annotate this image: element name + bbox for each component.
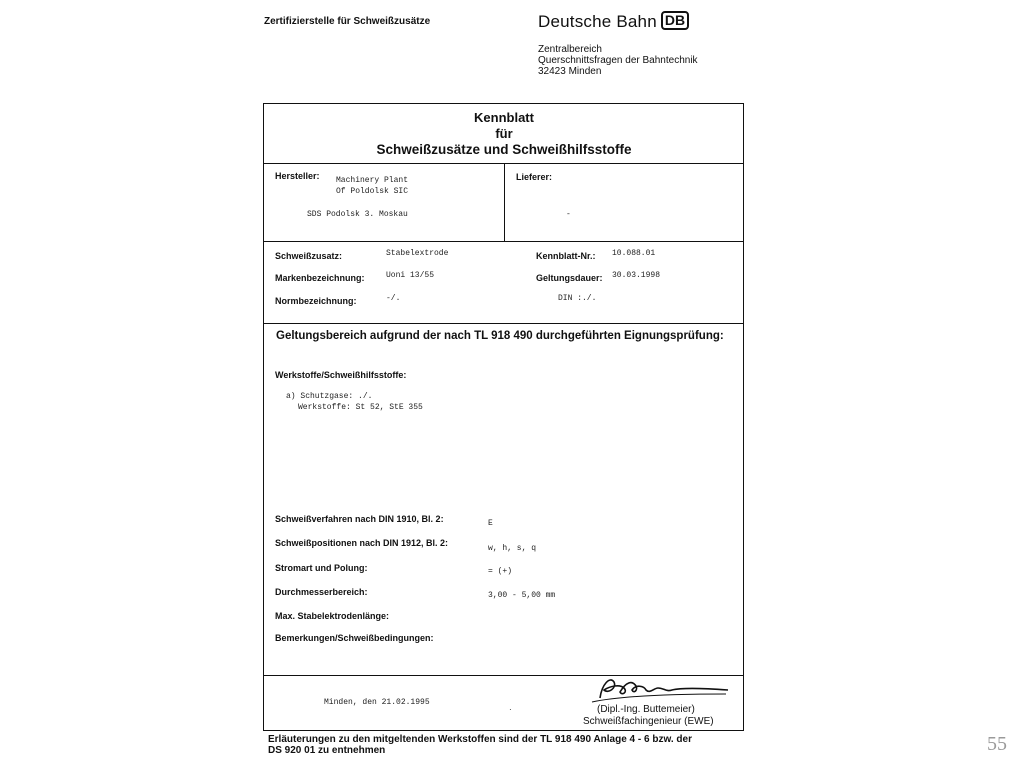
laenge-label: Max. Stabelektrodenlänge: — [275, 611, 390, 621]
materials-label: Werkstoffe/Schweißhilfsstoffe: — [275, 370, 407, 380]
schweisszusatz-label: Schweißzusatz: — [275, 251, 343, 261]
materials-line: Werkstoffe: St 52, StE 355 — [298, 403, 423, 412]
dot-mark: · — [509, 705, 512, 714]
verfahren-label: Schweißverfahren nach DIN 1910, Bl. 2: — [275, 514, 444, 524]
materials-value — [286, 391, 423, 413]
db-logo: DB — [661, 11, 689, 30]
brand-name: Deutsche Bahn — [538, 12, 657, 31]
hersteller-line: Of Poldolsk SIC — [336, 187, 409, 196]
kennblatt-label: Kennblatt-Nr.: — [536, 251, 596, 261]
signer-role: Schweißfachingenieur (EWE) — [583, 716, 714, 727]
durchmesser-label: Durchmesserbereich: — [275, 587, 368, 597]
address-block — [538, 44, 698, 77]
footer-note-line: DS 920 01 zu entnehmen — [268, 745, 386, 756]
durchmesser-value: 3,00 - 5,00 mm — [488, 591, 556, 600]
stromart-label: Stromart und Polung: — [275, 563, 368, 573]
scope-heading: Geltungsbereich aufgrund der nach TL 918 490 durchgeführten Eignungsprüfung: — [276, 330, 724, 342]
divider — [263, 241, 744, 242]
marken-label: Markenbezeichnung: — [275, 273, 365, 283]
hersteller-address: SDS Podolsk 3. Moskau — [307, 210, 408, 219]
lieferer-value: - — [566, 210, 571, 219]
title-line: Schweißzusätze und Schweißhilfsstoffe — [376, 142, 632, 157]
din-value: DIN :./. — [558, 294, 597, 303]
divider — [504, 163, 505, 241]
kennblatt-value: 10.088.01 — [612, 249, 656, 258]
brand-block — [538, 11, 689, 32]
slide-number: 55 — [987, 733, 1007, 755]
hersteller-line: Machinery Plant — [336, 176, 409, 185]
hersteller-label: Hersteller: — [275, 171, 320, 181]
positionen-value: w, h, s, q — [488, 544, 537, 553]
verfahren-value: E — [488, 519, 493, 528]
address-line: Querschnittsfragen der Bahntechnik — [538, 55, 698, 66]
positionen-label: Schweißpositionen nach DIN 1912, Bl. 2: — [275, 538, 449, 548]
stromart-value: = (+) — [488, 567, 513, 576]
divider — [263, 323, 744, 324]
footer-note — [268, 734, 692, 756]
geltungsdauer-value: 30.03.1998 — [612, 271, 661, 280]
signature-scribble — [580, 672, 730, 708]
bemerkungen-label: Bemerkungen/Schweißbedingungen: — [275, 633, 434, 643]
signer-name: (Dipl.-Ing. Buttemeier) — [597, 704, 695, 715]
address-line: Zentralbereich — [538, 44, 602, 55]
materials-line: a) Schutzgase: ./. — [286, 392, 373, 401]
schweisszusatz-value: Stabelextrode — [386, 249, 449, 258]
geltungsdauer-label: Geltungsdauer: — [536, 273, 603, 283]
lieferer-label: Lieferer: — [516, 172, 553, 182]
norm-label: Normbezeichnung: — [275, 296, 357, 306]
form-title — [264, 110, 744, 158]
title-line: für — [495, 126, 513, 141]
footer-note-line: Erläuterungen zu den mitgeltenden Werkstoffen sind der TL 918 490 Anlage 4 - 6 bzw. der — [268, 734, 692, 745]
certifier-label: Zertifizierstelle für Schweißzusätze — [264, 16, 431, 27]
place-date: Minden, den 21.02.1995 — [324, 698, 430, 707]
norm-value: -/. — [386, 294, 401, 303]
hersteller-value — [336, 175, 408, 197]
title-line: Kennblatt — [474, 110, 534, 125]
marken-value: Uoni 13/55 — [386, 271, 435, 280]
address-line: 32423 Minden — [538, 66, 602, 77]
